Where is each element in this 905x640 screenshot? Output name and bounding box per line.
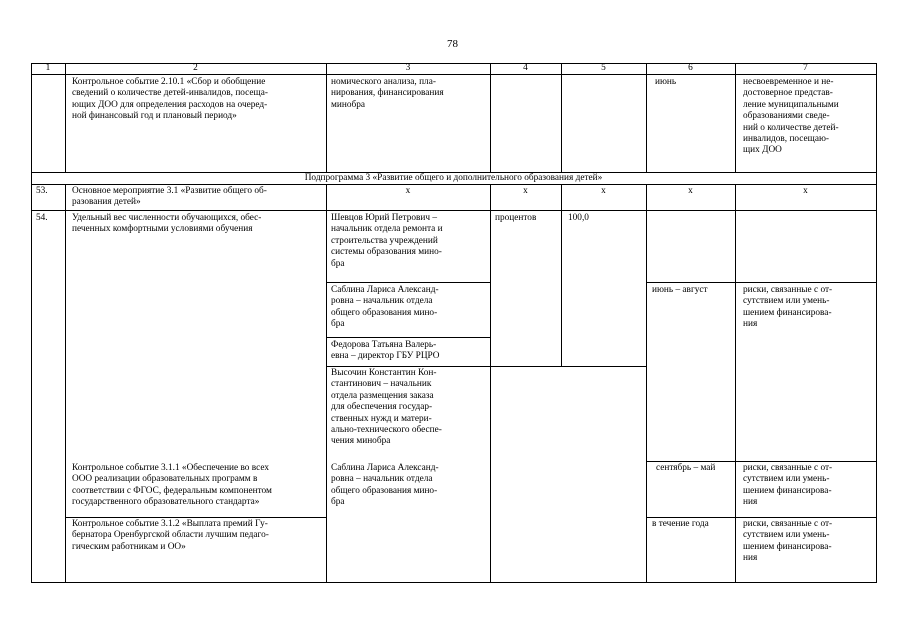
prev-risks: несвоевременное и не- достоверное представ- ление муниципальными образованиями сведе- ний о количестве детей- инвалидов, посещаю- щих ДОО bbox=[743, 77, 839, 156]
row-divider bbox=[326, 366, 490, 367]
row-53-col4-x: x bbox=[523, 186, 528, 196]
row-divider bbox=[646, 517, 876, 518]
header-col-2: 2 bbox=[193, 63, 198, 73]
row-54-text: Удельный вес численности обучающихся, обес- печенных комфортными условиями обучения bbox=[72, 213, 262, 235]
column-divider bbox=[326, 184, 327, 583]
column-divider bbox=[646, 74, 647, 173]
column-divider bbox=[326, 74, 327, 173]
row-divider bbox=[326, 282, 490, 283]
row-divider bbox=[646, 461, 876, 462]
column-divider bbox=[490, 184, 491, 583]
column-divider bbox=[735, 74, 736, 173]
row-54-value: 100,0 bbox=[568, 213, 589, 223]
row-53-number: 53. bbox=[36, 186, 48, 196]
column-divider bbox=[490, 74, 491, 173]
row-54-unit: процентов bbox=[495, 213, 537, 223]
header-col-6: 6 bbox=[688, 63, 693, 73]
event-3-1-2-deadline: в течение года bbox=[652, 519, 709, 529]
event-3-1-1-text: Контрольное событие 3.1.1 «Обеспечение во всех ООО реализации образовательных программ в соответствии с ФГОС, федеральным компонентом государственного образовательного стандарта» bbox=[72, 463, 272, 508]
header-col-1: 1 bbox=[45, 63, 51, 73]
prev-event-text: Контрольное событие 2.10.1 «Сбор и обобщение сведений о количестве детей-инвалидов, посеща- ющих ДОО для определения расходов на очеред- ной финансовый год и плановый период» bbox=[72, 77, 268, 122]
row-54-responsible-4: Высочин Константин Кон- стантинович – начальник отдела размещения заказа для обеспечения государ- ственных нужд и матери- ально-технического обеспе- чения минобра bbox=[331, 368, 442, 447]
prev-deadline: июнь bbox=[655, 77, 677, 87]
row-54-responsible-1: Шевцов Юрий Петрович – начальник отдела ремонта и строительства учреждений системы образования мино- бра bbox=[331, 213, 443, 269]
column-divider bbox=[65, 184, 66, 583]
table-border-bottom bbox=[31, 582, 876, 583]
row-divider bbox=[31, 210, 876, 211]
column-divider bbox=[735, 184, 736, 583]
prev-responsible: номического анализа, пла- нирования, финансирования минобра bbox=[331, 77, 444, 110]
row-54-number: 54. bbox=[36, 213, 48, 223]
row-54-deadline: июнь – август bbox=[652, 285, 708, 295]
row-54-responsible-3: Федорова Татьяна Валерь- евна – директор ГБУ РЦРО bbox=[331, 340, 440, 362]
row-divider bbox=[65, 517, 326, 518]
header-col-4: 4 bbox=[523, 63, 528, 73]
row-divider bbox=[326, 337, 490, 338]
row-53-text: Основное мероприятие 3.1 «Развитие общего об- разования детей» bbox=[72, 186, 267, 208]
column-divider bbox=[646, 184, 647, 583]
row-53-col3-x: x bbox=[405, 186, 411, 196]
row-divider bbox=[646, 282, 876, 283]
column-divider bbox=[561, 210, 562, 367]
event-3-1-2-text: Контрольное событие 3.1.2 «Выплата премий Гу- бернатора Оренбургской области лучшим педаго- гическим работникам и ОО» bbox=[72, 519, 269, 552]
header-col-3: 3 bbox=[405, 63, 411, 73]
column-divider bbox=[65, 74, 66, 173]
row-divider bbox=[490, 366, 646, 367]
header-col-5: 5 bbox=[601, 63, 606, 73]
table-border-left bbox=[31, 63, 32, 583]
row-53-col5-x: x bbox=[601, 186, 606, 196]
row-53-col6-x: x bbox=[688, 186, 693, 196]
event-3-1-1-deadline: сентябрь – май bbox=[656, 463, 716, 473]
subprogram-title: Подпрограмма 3 «Развитие общего и дополнительного образования детей» bbox=[304, 173, 603, 183]
page-number: 78 bbox=[447, 38, 458, 50]
event-3-1-1-responsible: Саблина Лариса Александ- ровна – начальник отдела общего образования мино- бра bbox=[331, 463, 439, 508]
row-54-responsible-2: Саблина Лариса Александ- ровна – начальник отдела общего образования мино- бра bbox=[331, 285, 439, 330]
event-3-1-2-risks: риски, связанные с от- сутствием или умень- шением финансирова- ния bbox=[743, 519, 833, 564]
header-col-7: 7 bbox=[803, 63, 808, 73]
column-divider bbox=[561, 74, 562, 173]
row-53-col7-x: x bbox=[803, 186, 808, 196]
table-border-right bbox=[876, 63, 877, 583]
event-3-1-1-risks: риски, связанные с от- сутствием или умень- шением финансирова- ния bbox=[743, 463, 833, 508]
row-54-risks: риски, связанные с от- сутствием или умень- шением финансирова- ния bbox=[743, 285, 833, 330]
